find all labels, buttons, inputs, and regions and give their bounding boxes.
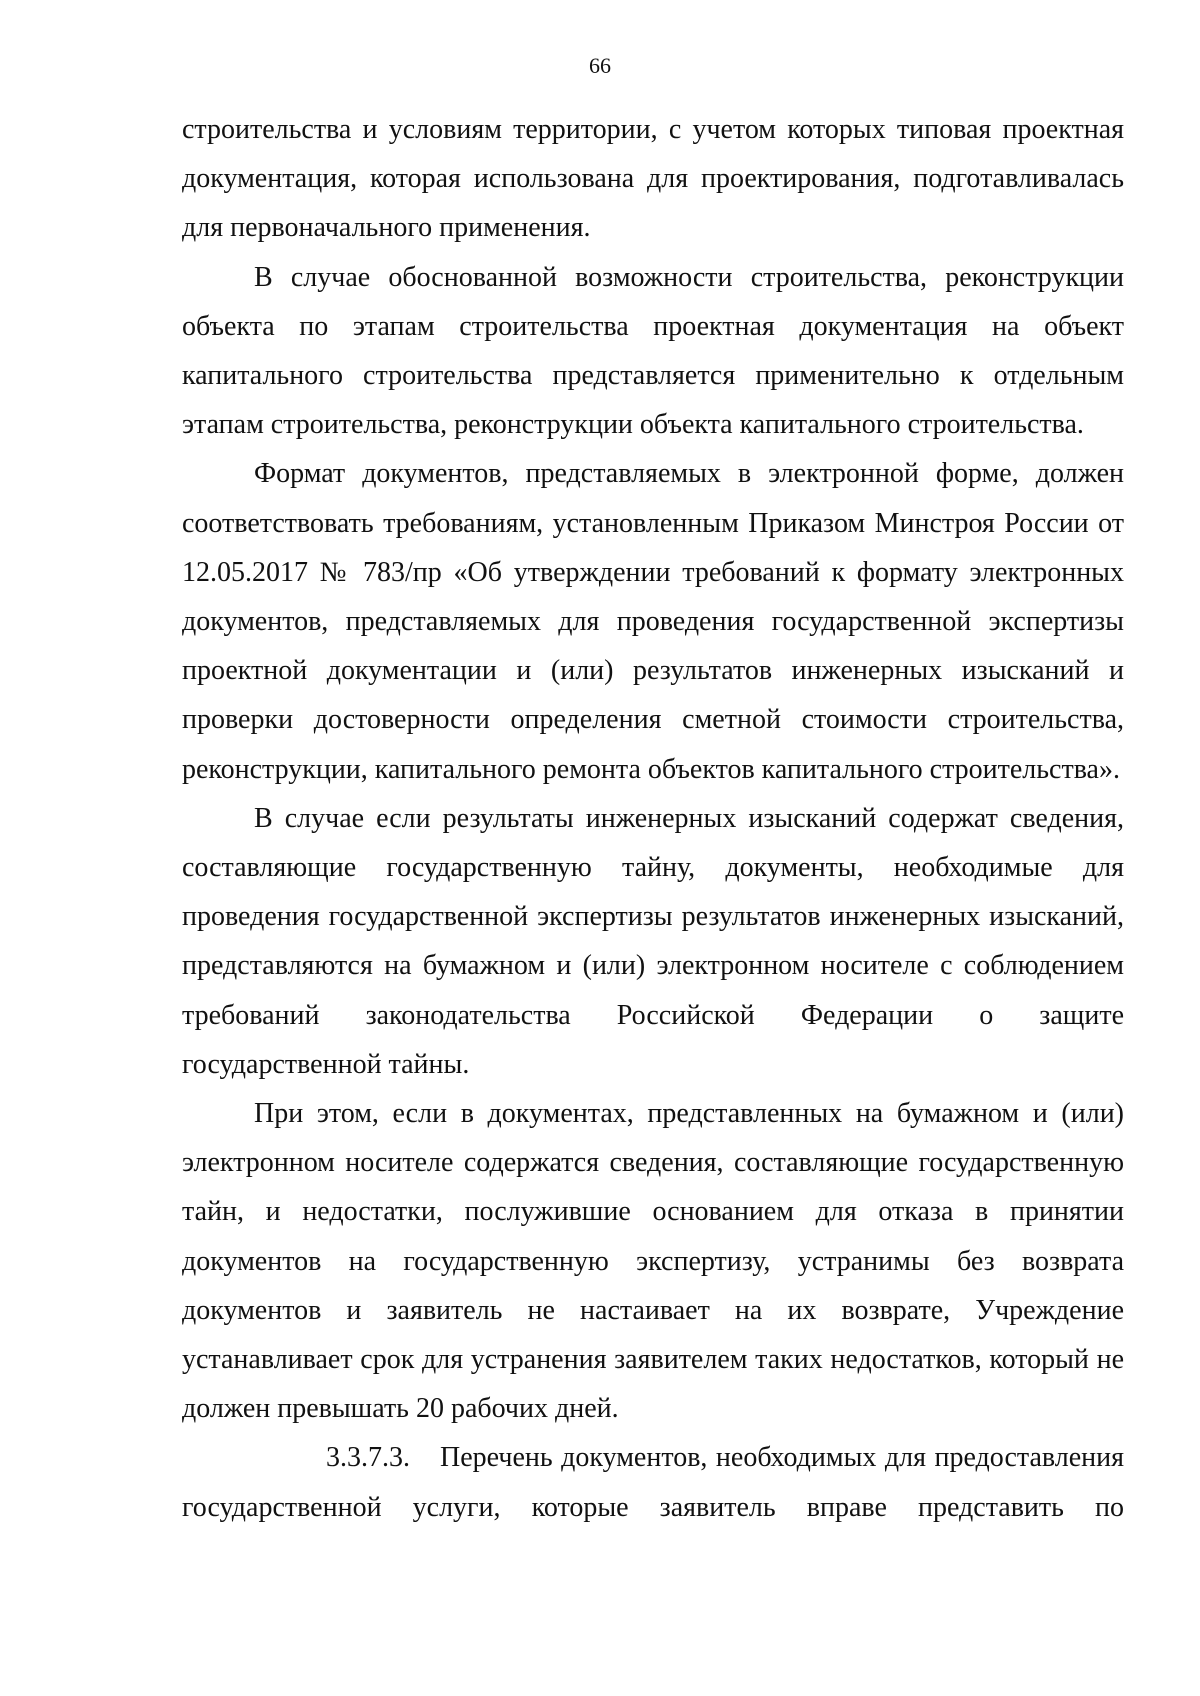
paragraph-deficiencies: При этом, если в документах, представленных на бумажном и (или) электронном носителе содержатся сведения, составляющие государственную тайн, и недостатки, послужившие основанием для отказа в принятии документов на государственную экспертизу, устранимы без возврата документов и заявитель не настаивает на их возврате, Учреждение устанавливает срок для устранения заявителем таких недостатков, который не должен превышать 20 рабочих дней. [182,1098,1124,1425]
paragraph-continuation: строительства и условиям территории, с учетом которых типовая проектная документация, которая использована для проектирования, подготавливалась для первоначального применения. [182,114,1124,244]
paragraph-format: Формат документов, представляемых в электронной форме, должен соответствовать требованиям, установленным Приказом Минстроя России от 12.05.2017 № 783/пр «Об утверждении требований к формату электронных документов, представляемых для проведения государственной экспертизы проектной документации и (или) результатов инженерных изысканий и проверки достоверности определения сметной стоимости строительства, реконструкции, капитального ремонта объектов капитального строительства». [182,458,1124,785]
section-number: 3.3.7.3. [326,1442,410,1474]
paragraph-state-secret: В случае если результаты инженерных изысканий содержат сведения, составляющие государственную тайну, документы, необходимые для проведения государственной экспертизы результатов инженерных изысканий, представляются на бумажном и (или) электронном носителе с соблюдением требований законодательства Российской Федерации о защите государственной тайны. [182,802,1124,1080]
section-paragraph [182,1433,1124,1531]
paragraph-stages: В случае обоснованной возможности строительства, реконструкции объекта по этапам строительства проектная документация на объект капитального строительства представляется применительно к отдельным этапам строительства, реконструкции объекта капитального строительства. [182,261,1124,441]
section-text: Перечень документов, необходимых для предоставления государственной услуги, которые заявитель вправе представить по [182,1442,1124,1523]
page-number: 66 [589,53,611,78]
document-body [182,105,1124,1532]
